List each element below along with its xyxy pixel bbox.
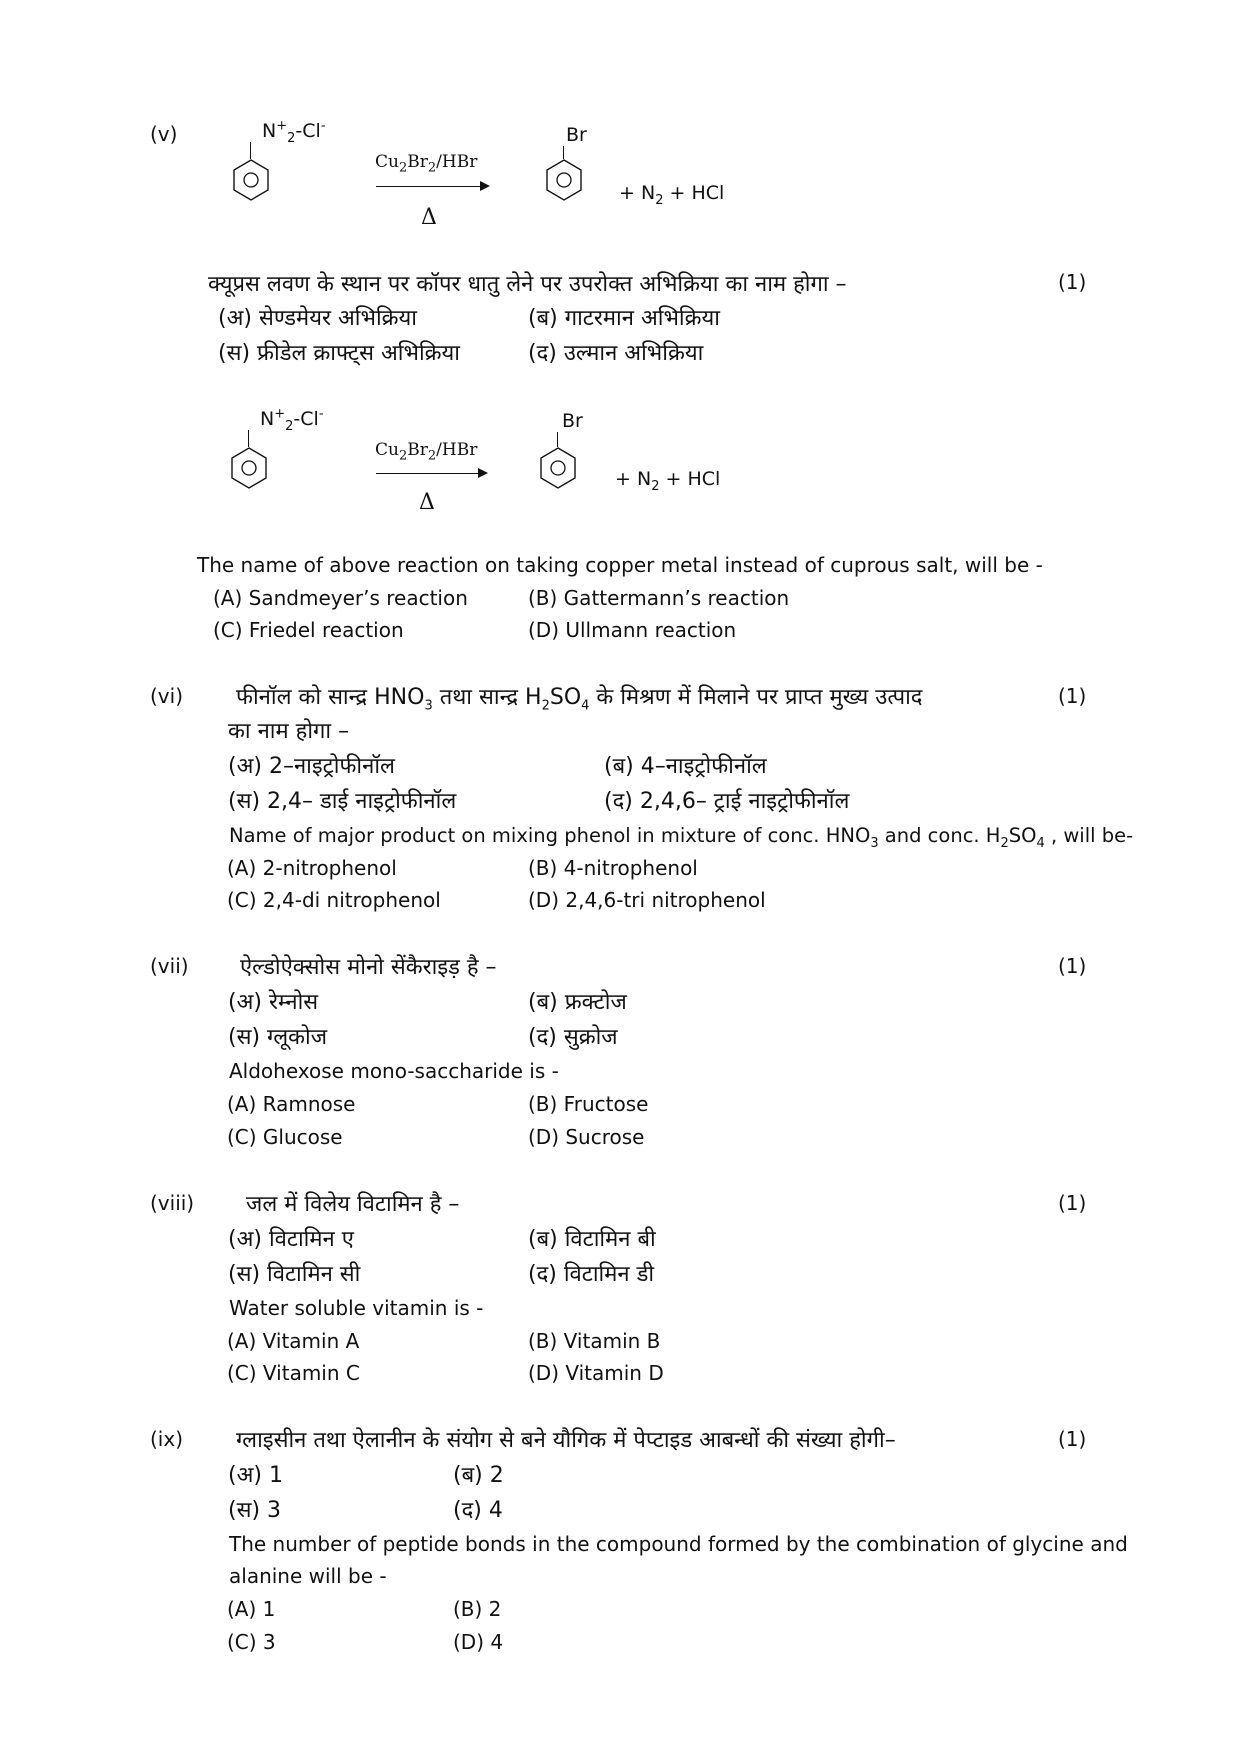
question-number: (v) <box>150 122 178 146</box>
heat-symbol: Δ <box>419 490 435 515</box>
marks: (1) <box>1058 1191 1087 1215</box>
option-hindi: (स) फ्रीडेल क्राफ्ट्स अभिक्रिया <box>218 341 460 366</box>
benzene-ring-icon <box>232 158 270 202</box>
question-text-hindi: ऐल्डोऐक्सोस मोनो सेंकैराइड़ है – <box>240 955 497 980</box>
benzene-ring-icon <box>230 446 268 490</box>
option-hindi: (स) विटामिन सी <box>228 1262 361 1287</box>
option-hindi: (अ) विटामिन ए <box>228 1227 354 1252</box>
option-english: (A) 1 <box>227 1597 276 1621</box>
option-hindi: (अ) रेम्नोस <box>228 990 319 1015</box>
question-number: (vi) <box>150 684 183 708</box>
option-hindi: (द) सुक्रोज <box>528 1025 618 1050</box>
option-english: (D) Ullmann reaction <box>528 618 737 642</box>
arrow-head-icon <box>480 181 490 191</box>
bond-line <box>248 430 249 447</box>
reagent-label: $Cu_2Br_2$/HBr <box>375 152 478 176</box>
option-english: (A) Ramnose <box>227 1092 356 1116</box>
question-text-english: The name of above reaction on taking copper metal instead of cuprous salt, will be - <box>197 553 1043 577</box>
option-english: (B) 2 <box>453 1597 502 1621</box>
question-text-english: Water soluble vitamin is - <box>229 1296 484 1320</box>
reaction-arrow <box>376 473 480 474</box>
option-english: (C) 3 <box>227 1630 276 1654</box>
question-text-hindi: ग्लाइसीन तथा ऐलानीन के संयोग से बने यौगिक में पेप्टाइड आबन्धों की संख्या होगी– <box>236 1428 896 1453</box>
option-english: (B) 4-nitrophenol <box>528 856 698 880</box>
bond-line <box>557 432 558 447</box>
question-text-english-line2: alanine will be - <box>229 1564 387 1588</box>
option-english: (B) Fructose <box>528 1092 649 1116</box>
option-hindi: (स) ग्लूकोज <box>228 1025 328 1050</box>
question-text-english: Aldohexose mono-saccharide is - <box>229 1059 559 1083</box>
option-hindi: (अ) सेण्डमेयर अभिक्रिया <box>218 306 417 331</box>
product-substituent: Br <box>566 124 587 146</box>
marks: (1) <box>1058 954 1087 978</box>
option-hindi: (ब) विटामिन बी <box>528 1227 656 1252</box>
benzene-ring-icon <box>545 158 583 202</box>
marks: (1) <box>1058 1427 1087 1451</box>
question-number: (vii) <box>150 954 189 978</box>
question-text-hindi: फीनॉल को सान्द्र $HNO_3$ तथा सान्द्र $H_2SO_4$ के मिश्रण में मिलाने पर प्राप्त मुख्य उत्पाद <box>236 685 923 714</box>
question-number: (viii) <box>150 1191 195 1215</box>
question-text-english: The number of peptide bonds in the compound formed by the combination of glycine and <box>229 1532 1128 1556</box>
question-text-hindi: क्यूप्रस लवण के स्थान पर कॉपर धातु लेने पर उपरोक्त अभिक्रिया का नाम होगा – <box>208 272 847 297</box>
reaction-arrow <box>376 186 482 187</box>
option-hindi: (द) उल्मान अभिक्रिया <box>528 341 704 366</box>
byproducts: + $N_2$ + HCl <box>619 182 725 208</box>
benzene-ring-icon <box>539 446 577 490</box>
option-english: (D) 2,4,6-tri nitrophenol <box>528 888 766 912</box>
marks: (1) <box>1058 684 1087 708</box>
option-english: (B) Vitamin B <box>528 1329 661 1353</box>
option-english: (B) Gattermann’s reaction <box>528 586 790 610</box>
option-english: (C) Vitamin C <box>227 1361 360 1385</box>
option-hindi: (ब) फ्रक्टोज <box>528 990 627 1015</box>
question-number: (ix) <box>150 1427 183 1451</box>
option-english: (A) Vitamin A <box>227 1329 360 1353</box>
byproducts: + $N_2$ + HCl <box>615 468 721 494</box>
option-english: (C) Glucose <box>227 1125 343 1149</box>
bond-line <box>563 146 564 159</box>
option-english: (C) 2,4-di nitrophenol <box>227 888 441 912</box>
option-english: (D) Vitamin D <box>528 1361 664 1385</box>
option-english: (D) Sucrose <box>528 1125 645 1149</box>
heat-symbol: Δ <box>421 205 437 230</box>
option-english: (C) Friedel reaction <box>213 618 404 642</box>
option-hindi: (द) 2,4,6– ट्राई नाइट्रोफीनॉल <box>604 789 850 814</box>
reactant-substituent: $N^+_2-Cl^-$ <box>262 118 326 146</box>
option-hindi: (ब) 4–नाइट्रोफीनॉल <box>604 754 767 779</box>
question-text-hindi: जल में विलेय विटामिन है – <box>246 1192 460 1217</box>
option-english: (A) Sandmeyer’s reaction <box>213 586 468 610</box>
question-text-hindi-line2: का नाम होगा – <box>228 719 350 744</box>
reactant-substituent: $N^+_2-Cl^-$ <box>260 406 324 434</box>
option-english: (A) 2-nitrophenol <box>227 856 397 880</box>
product-substituent: Br <box>562 410 583 432</box>
bond-line <box>250 142 251 159</box>
option-english: (D) 4 <box>453 1630 504 1654</box>
option-hindi: (द) विटामिन डी <box>528 1262 655 1287</box>
option-hindi: (स) 3 <box>228 1498 282 1523</box>
option-hindi: (स) 2,4– डाई नाइट्रोफीनॉल <box>228 789 457 814</box>
option-hindi: (ब) गाटरमान अभिक्रिया <box>528 306 720 331</box>
option-hindi: (अ) 2–नाइट्रोफीनॉल <box>228 754 395 779</box>
reagent-label: $Cu_2Br_2$/HBr <box>375 440 478 464</box>
marks: (1) <box>1058 270 1087 294</box>
option-hindi: (अ) 1 <box>228 1463 283 1488</box>
option-hindi: (द) 4 <box>453 1498 503 1523</box>
option-hindi: (ब) 2 <box>453 1463 504 1488</box>
question-text-english: Name of major product on mixing phenol in mixture of conc. $HNO_3$ and conc. $H_2SO_4$ , will be- <box>229 824 1134 851</box>
arrow-head-icon <box>478 468 488 478</box>
